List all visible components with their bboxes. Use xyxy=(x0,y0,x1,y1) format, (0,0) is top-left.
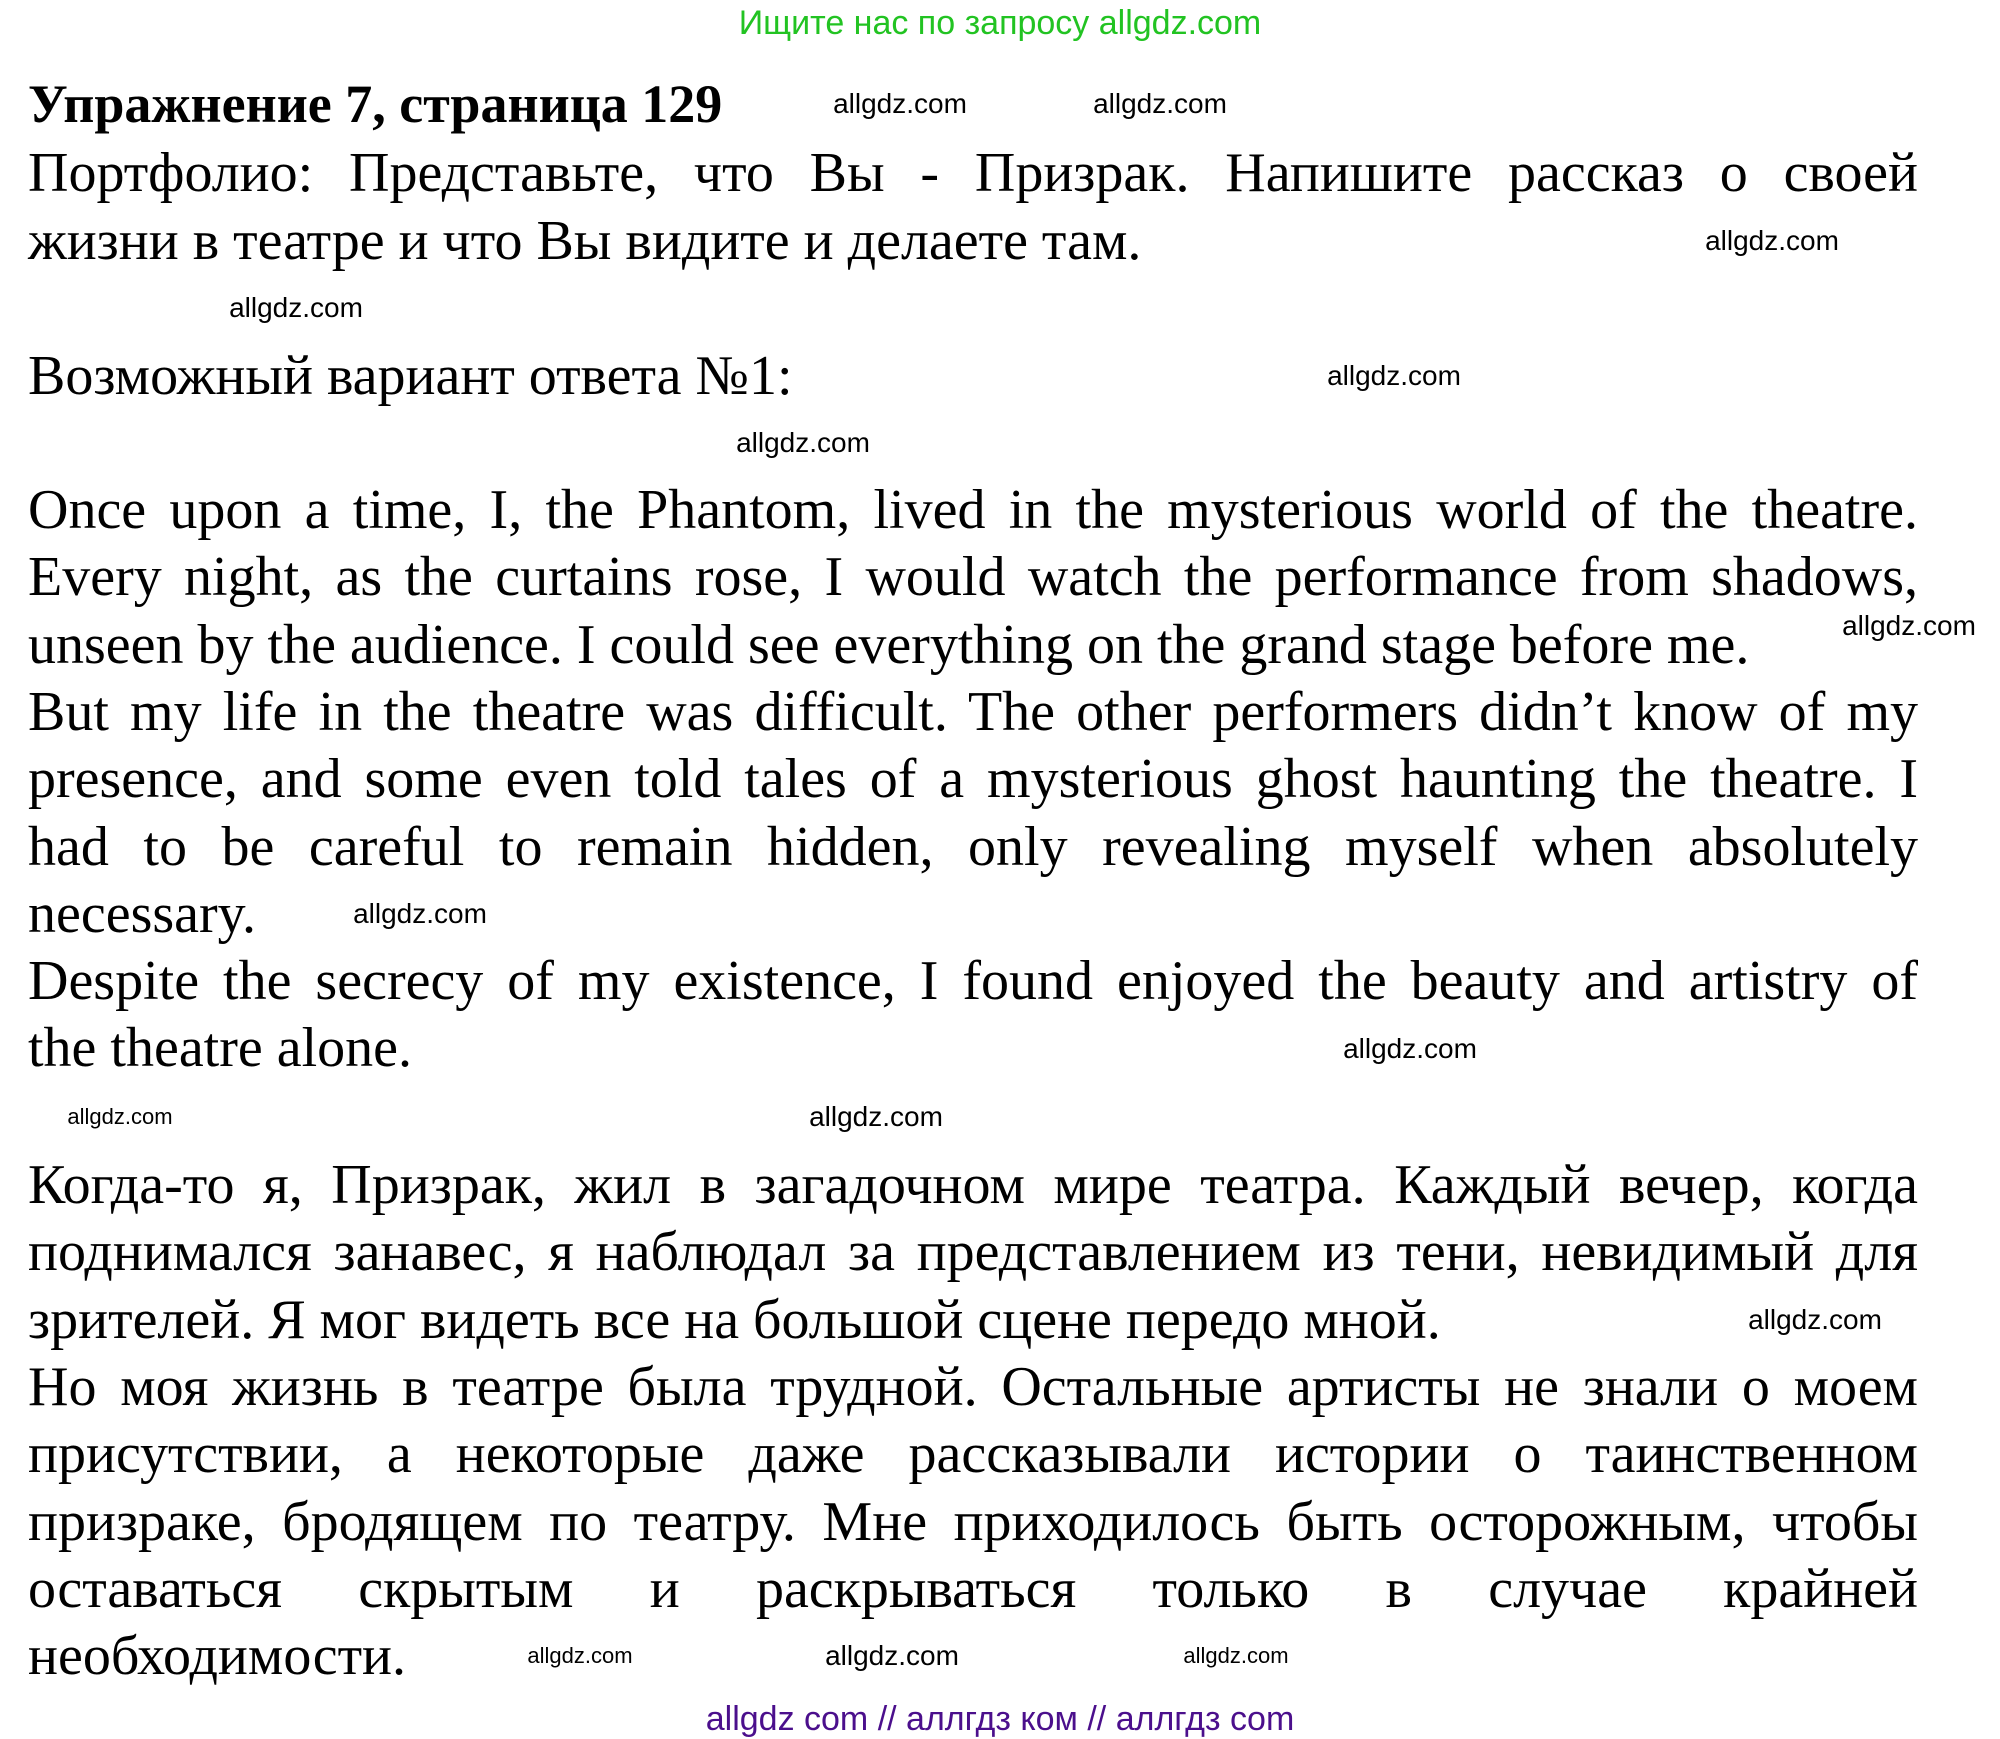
watermark: allgdz.com xyxy=(353,898,487,929)
english-text-line: necessary. xyxy=(28,882,257,945)
russian-text-line: поднимался занавес, я наблюдал за представлением из тени, невидимый для xyxy=(28,1221,1918,1284)
english-text-line: Every night, as the curtains rose, I would watch the performance from shadows, xyxy=(28,546,1918,609)
russian-text-line: Когда-то я, Призрак, жил в загадочном мире театра. Каждый вечер, когда xyxy=(28,1154,1918,1216)
english-text-line: Once upon a time, I, the Phantom, lived in the mysterious world of the theatre. xyxy=(28,479,1918,541)
watermark: allgdz.com xyxy=(833,88,967,119)
russian-text-line: призраке, бродящем по театру. Мне приходилось быть осторожным, чтобы xyxy=(28,1490,1918,1553)
watermark: allgdz.com xyxy=(809,1101,943,1132)
watermark: allgdz.com xyxy=(1705,225,1839,256)
watermark: allgdz.com xyxy=(67,1104,173,1129)
watermark: allgdz.com xyxy=(1343,1033,1477,1064)
top-banner-link[interactable]: Ищите нас по запросу allgdz.com xyxy=(738,4,1262,42)
task-line: Портфолио: Представьте, что Вы - Призрак. Напишите рассказ о своей xyxy=(28,142,1918,204)
task-line: жизни в театре и что Вы видите и делаете там. xyxy=(28,210,1142,272)
russian-text-line: Но моя жизнь в театре была трудной. Остальные артисты не знали о моем xyxy=(28,1355,1918,1418)
english-text-line: presence, and some even told tales of a mysterious ghost haunting the theatre. I xyxy=(28,748,1918,811)
russian-text-line: необходимости. xyxy=(28,1625,407,1688)
watermark: allgdz.com xyxy=(229,292,363,323)
english-text-line: But my life in the theatre was difficult. The other performers didn’t know of my xyxy=(28,680,1918,743)
english-text-line: the theatre alone. xyxy=(28,1017,413,1080)
russian-text-line: присутствии, а некоторые даже рассказывали истории о таинственном xyxy=(28,1423,1918,1486)
watermark: allgdz.com xyxy=(1093,88,1227,119)
watermark: allgdz.com xyxy=(1842,610,1976,641)
answer-heading: Возможный вариант ответа №1: xyxy=(28,345,793,407)
page-title: Упражнение 7, страница 129 xyxy=(28,74,723,134)
watermark: allgdz.com xyxy=(1183,1643,1289,1668)
watermark: allgdz.com xyxy=(1748,1304,1882,1335)
english-text-line: unseen by the audience. I could see everything on the grand stage before me. xyxy=(28,613,1750,676)
footer-links[interactable]: allgdz com // аллгдз ком // аллгдз com xyxy=(705,1700,1295,1738)
russian-text-line: оставаться скрытым и раскрываться только в случае крайней xyxy=(28,1557,1918,1620)
watermark: allgdz.com xyxy=(736,427,870,458)
watermark: allgdz.com xyxy=(825,1640,959,1671)
english-text-line: had to be careful to remain hidden, only revealing myself when absolutely xyxy=(28,815,1918,878)
russian-text-line: зрителей. Я мог видеть все на большой сцене передо мной. xyxy=(28,1288,1441,1351)
watermark: allgdz.com xyxy=(527,1643,633,1668)
english-text-line: Despite the secrecy of my existence, I found enjoyed the beauty and artistry of xyxy=(28,950,1918,1013)
watermark: allgdz.com xyxy=(1327,360,1461,391)
